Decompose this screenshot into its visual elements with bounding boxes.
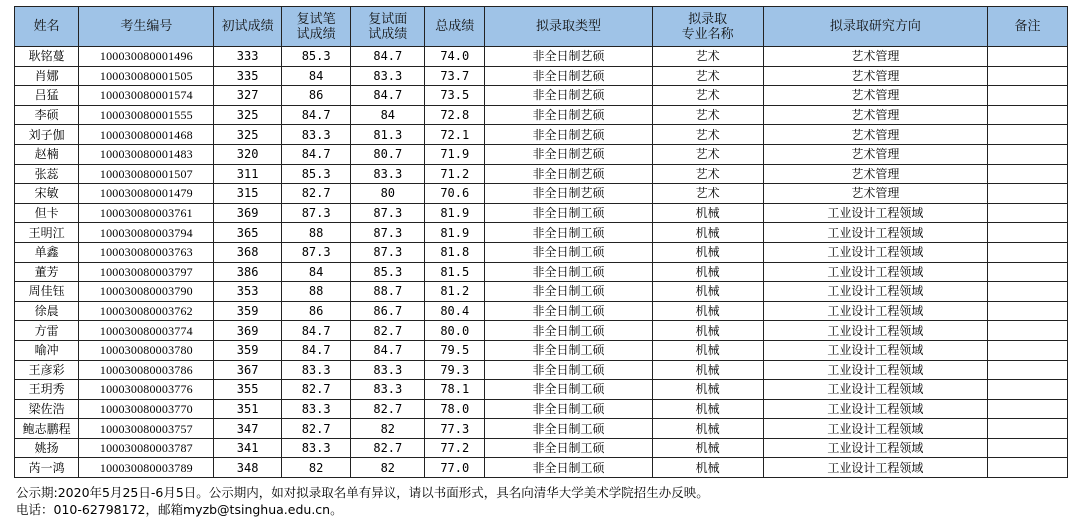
cell-major: 艺术 — [652, 86, 763, 106]
cell-initial-score: 347 — [214, 419, 282, 439]
cell-initial-score: 348 — [214, 458, 282, 478]
cell-initial-score: 341 — [214, 438, 282, 458]
cell-major: 机械 — [652, 203, 763, 223]
cell-candidate-id: 100030080001496 — [79, 47, 214, 67]
table-row — [15, 458, 1068, 478]
cell-major: 机械 — [652, 282, 763, 302]
cell-remarks — [987, 184, 1067, 204]
cell-name: 赵楠 — [15, 144, 79, 164]
cell-total-score: 71.9 — [425, 144, 485, 164]
cell-name: 吕猛 — [15, 86, 79, 106]
cell-initial-score: 355 — [214, 380, 282, 400]
cell-research-direction: 艺术管理 — [763, 164, 987, 184]
cell-written-score: 82 — [281, 458, 351, 478]
cell-name: 徐晨 — [15, 301, 79, 321]
cell-written-score: 84 — [281, 262, 351, 282]
cell-candidate-id: 100030080003757 — [79, 419, 214, 439]
cell-candidate-id: 100030080003763 — [79, 242, 214, 262]
cell-written-score: 84.7 — [281, 105, 351, 125]
cell-remarks — [987, 301, 1067, 321]
header-row — [15, 7, 1068, 47]
cell-name: 刘子伽 — [15, 125, 79, 145]
cell-initial-score: 335 — [214, 66, 282, 86]
cell-candidate-id: 100030080003774 — [79, 321, 214, 341]
table-row — [15, 66, 1068, 86]
table-row — [15, 203, 1068, 223]
cell-interview-score: 83.3 — [351, 380, 425, 400]
table-row — [15, 262, 1068, 282]
cell-name: 张蕊 — [15, 164, 79, 184]
cell-research-direction: 艺术管理 — [763, 66, 987, 86]
cell-total-score: 77.2 — [425, 438, 485, 458]
notice-period-line: 公示期:2020年5月25日-6月5日。公示期内，如对拟录取名单有异议，请以书面形式，具名向清华大学美术学院招生办反映。 — [16, 485, 709, 500]
cell-initial-score: 359 — [214, 301, 282, 321]
cell-remarks — [987, 262, 1067, 282]
cell-major: 机械 — [652, 340, 763, 360]
cell-initial-score: 367 — [214, 360, 282, 380]
cell-candidate-id: 100030080001483 — [79, 144, 214, 164]
cell-remarks — [987, 86, 1067, 106]
cell-written-score: 83.3 — [281, 125, 351, 145]
cell-interview-score: 82.7 — [351, 438, 425, 458]
cell-interview-score: 87.3 — [351, 242, 425, 262]
table-row — [15, 399, 1068, 419]
cell-initial-score: 359 — [214, 340, 282, 360]
cell-name: 方雷 — [15, 321, 79, 341]
cell-candidate-id: 100030080003787 — [79, 438, 214, 458]
cell-interview-score: 81.3 — [351, 125, 425, 145]
table-row — [15, 144, 1068, 164]
table-row — [15, 301, 1068, 321]
cell-name: 但卡 — [15, 203, 79, 223]
cell-name: 芮一鸿 — [15, 458, 79, 478]
cell-written-score: 84.7 — [281, 321, 351, 341]
cell-research-direction: 艺术管理 — [763, 105, 987, 125]
cell-research-direction: 工业设计工程领域 — [763, 438, 987, 458]
cell-initial-score: 327 — [214, 86, 282, 106]
cell-name: 喻冲 — [15, 340, 79, 360]
cell-name: 梁佐浩 — [15, 399, 79, 419]
cell-total-score: 73.7 — [425, 66, 485, 86]
cell-admission-type: 非全日制艺硕 — [485, 164, 652, 184]
cell-name: 肖娜 — [15, 66, 79, 86]
cell-total-score: 81.9 — [425, 203, 485, 223]
cell-remarks — [987, 419, 1067, 439]
cell-remarks — [987, 282, 1067, 302]
header-research-direction: 拟录取研究方向 — [763, 7, 987, 47]
cell-candidate-id: 100030080003776 — [79, 380, 214, 400]
cell-remarks — [987, 340, 1067, 360]
cell-research-direction: 工业设计工程领域 — [763, 203, 987, 223]
cell-major: 机械 — [652, 419, 763, 439]
cell-initial-score: 369 — [214, 321, 282, 341]
cell-candidate-id: 100030080003790 — [79, 282, 214, 302]
notice-text — [16, 484, 709, 518]
cell-written-score: 84 — [281, 66, 351, 86]
cell-candidate-id: 100030080003770 — [79, 399, 214, 419]
cell-written-score: 84.7 — [281, 144, 351, 164]
cell-candidate-id: 100030080001505 — [79, 66, 214, 86]
cell-admission-type: 非全日制工硕 — [485, 438, 652, 458]
cell-interview-score: 86.7 — [351, 301, 425, 321]
cell-research-direction: 艺术管理 — [763, 125, 987, 145]
cell-name: 王玥秀 — [15, 380, 79, 400]
table-row — [15, 419, 1068, 439]
cell-written-score: 82.7 — [281, 419, 351, 439]
cell-name: 李硕 — [15, 105, 79, 125]
cell-initial-score: 315 — [214, 184, 282, 204]
cell-research-direction: 艺术管理 — [763, 144, 987, 164]
cell-research-direction: 工业设计工程领域 — [763, 301, 987, 321]
cell-remarks — [987, 223, 1067, 243]
table-body — [15, 47, 1068, 478]
notice-contact-line: 电话：010-62798172，邮箱myzb@tsinghua.edu.cn。 — [16, 502, 343, 517]
cell-written-score: 86 — [281, 86, 351, 106]
cell-written-score: 84.7 — [281, 340, 351, 360]
table-row — [15, 125, 1068, 145]
cell-research-direction: 艺术管理 — [763, 47, 987, 67]
cell-major: 机械 — [652, 380, 763, 400]
cell-written-score: 85.3 — [281, 164, 351, 184]
cell-candidate-id: 100030080003786 — [79, 360, 214, 380]
cell-major: 机械 — [652, 321, 763, 341]
cell-interview-score: 88.7 — [351, 282, 425, 302]
header-name: 姓名 — [15, 7, 79, 47]
header-initial-score: 初试成绩 — [214, 7, 282, 47]
cell-candidate-id: 100030080003794 — [79, 223, 214, 243]
cell-initial-score: 333 — [214, 47, 282, 67]
cell-major: 机械 — [652, 223, 763, 243]
cell-candidate-id: 100030080003780 — [79, 340, 214, 360]
cell-total-score: 80.4 — [425, 301, 485, 321]
cell-remarks — [987, 458, 1067, 478]
cell-name: 宋敏 — [15, 184, 79, 204]
cell-major: 艺术 — [652, 47, 763, 67]
cell-written-score: 83.3 — [281, 360, 351, 380]
cell-total-score: 81.2 — [425, 282, 485, 302]
cell-interview-score: 82 — [351, 458, 425, 478]
cell-admission-type: 非全日制工硕 — [485, 419, 652, 439]
table-row — [15, 360, 1068, 380]
cell-written-score: 88 — [281, 223, 351, 243]
cell-major: 机械 — [652, 301, 763, 321]
table-row — [15, 223, 1068, 243]
cell-total-score: 78.1 — [425, 380, 485, 400]
cell-written-score: 82.7 — [281, 184, 351, 204]
table-row — [15, 164, 1068, 184]
cell-interview-score: 85.3 — [351, 262, 425, 282]
cell-name: 王明江 — [15, 223, 79, 243]
table-row — [15, 380, 1068, 400]
cell-major: 艺术 — [652, 125, 763, 145]
cell-major: 机械 — [652, 458, 763, 478]
cell-research-direction: 工业设计工程领域 — [763, 282, 987, 302]
cell-research-direction: 艺术管理 — [763, 86, 987, 106]
cell-remarks — [987, 242, 1067, 262]
cell-remarks — [987, 203, 1067, 223]
cell-initial-score: 351 — [214, 399, 282, 419]
cell-total-score: 79.5 — [425, 340, 485, 360]
cell-research-direction: 工业设计工程领域 — [763, 242, 987, 262]
cell-interview-score: 87.3 — [351, 203, 425, 223]
header-remarks: 备注 — [987, 7, 1067, 47]
cell-remarks — [987, 321, 1067, 341]
cell-research-direction: 工业设计工程领域 — [763, 340, 987, 360]
header-written-retest-score: 复试笔 试成绩 — [281, 7, 351, 47]
cell-initial-score: 325 — [214, 125, 282, 145]
cell-interview-score: 82 — [351, 419, 425, 439]
cell-initial-score: 365 — [214, 223, 282, 243]
cell-research-direction: 工业设计工程领域 — [763, 223, 987, 243]
header-admission-type: 拟录取类型 — [485, 7, 652, 47]
cell-candidate-id: 100030080003789 — [79, 458, 214, 478]
cell-total-score: 74.0 — [425, 47, 485, 67]
header-candidate-id: 考生编号 — [79, 7, 214, 47]
cell-remarks — [987, 380, 1067, 400]
table-row — [15, 184, 1068, 204]
cell-interview-score: 84.7 — [351, 340, 425, 360]
cell-written-score: 86 — [281, 301, 351, 321]
cell-total-score: 73.5 — [425, 86, 485, 106]
cell-name: 姚扬 — [15, 438, 79, 458]
cell-research-direction: 工业设计工程领域 — [763, 458, 987, 478]
cell-remarks — [987, 399, 1067, 419]
cell-interview-score: 83.3 — [351, 360, 425, 380]
header-major: 拟录取 专业名称 — [652, 7, 763, 47]
cell-name: 耿铭蔓 — [15, 47, 79, 67]
cell-research-direction: 工业设计工程领域 — [763, 419, 987, 439]
cell-research-direction: 工业设计工程领域 — [763, 380, 987, 400]
cell-major: 机械 — [652, 360, 763, 380]
cell-total-score: 72.1 — [425, 125, 485, 145]
cell-interview-score: 82.7 — [351, 399, 425, 419]
cell-admission-type: 非全日制工硕 — [485, 262, 652, 282]
table-row — [15, 47, 1068, 67]
cell-admission-type: 非全日制工硕 — [485, 321, 652, 341]
cell-candidate-id: 100030080001479 — [79, 184, 214, 204]
cell-total-score: 81.8 — [425, 242, 485, 262]
cell-admission-type: 非全日制艺硕 — [485, 66, 652, 86]
cell-total-score: 72.8 — [425, 105, 485, 125]
cell-admission-type: 非全日制艺硕 — [485, 184, 652, 204]
cell-total-score: 81.5 — [425, 262, 485, 282]
table-row — [15, 105, 1068, 125]
cell-candidate-id: 100030080001507 — [79, 164, 214, 184]
cell-admission-type: 非全日制工硕 — [485, 282, 652, 302]
cell-total-score: 78.0 — [425, 399, 485, 419]
cell-initial-score: 320 — [214, 144, 282, 164]
cell-written-score: 88 — [281, 282, 351, 302]
table-row — [15, 340, 1068, 360]
cell-interview-score: 87.3 — [351, 223, 425, 243]
cell-initial-score: 386 — [214, 262, 282, 282]
cell-major: 机械 — [652, 399, 763, 419]
cell-total-score: 70.6 — [425, 184, 485, 204]
cell-admission-type: 非全日制工硕 — [485, 458, 652, 478]
table-row — [15, 282, 1068, 302]
cell-written-score: 87.3 — [281, 242, 351, 262]
cell-remarks — [987, 125, 1067, 145]
cell-interview-score: 83.3 — [351, 164, 425, 184]
cell-major: 艺术 — [652, 66, 763, 86]
cell-major: 艺术 — [652, 164, 763, 184]
cell-interview-score: 84.7 — [351, 86, 425, 106]
cell-remarks — [987, 105, 1067, 125]
cell-admission-type: 非全日制工硕 — [485, 223, 652, 243]
cell-admission-type: 非全日制工硕 — [485, 380, 652, 400]
cell-written-score: 87.3 — [281, 203, 351, 223]
cell-interview-score: 84.7 — [351, 47, 425, 67]
cell-written-score: 82.7 — [281, 380, 351, 400]
cell-admission-type: 非全日制艺硕 — [485, 105, 652, 125]
cell-admission-type: 非全日制工硕 — [485, 242, 652, 262]
cell-admission-type: 非全日制工硕 — [485, 301, 652, 321]
header-interview-score: 复试面 试成绩 — [351, 7, 425, 47]
cell-written-score: 83.3 — [281, 438, 351, 458]
cell-initial-score: 353 — [214, 282, 282, 302]
cell-total-score: 81.9 — [425, 223, 485, 243]
cell-admission-type: 非全日制艺硕 — [485, 144, 652, 164]
cell-candidate-id: 100030080003797 — [79, 262, 214, 282]
cell-admission-type: 非全日制艺硕 — [485, 47, 652, 67]
cell-written-score: 85.3 — [281, 47, 351, 67]
cell-total-score: 71.2 — [425, 164, 485, 184]
cell-remarks — [987, 47, 1067, 67]
cell-interview-score: 84 — [351, 105, 425, 125]
cell-total-score: 79.3 — [425, 360, 485, 380]
cell-major: 机械 — [652, 438, 763, 458]
cell-candidate-id: 100030080003762 — [79, 301, 214, 321]
cell-name: 王彦彩 — [15, 360, 79, 380]
table-row — [15, 438, 1068, 458]
cell-research-direction: 工业设计工程领域 — [763, 360, 987, 380]
cell-major: 机械 — [652, 242, 763, 262]
cell-major: 艺术 — [652, 144, 763, 164]
cell-candidate-id: 100030080001574 — [79, 86, 214, 106]
cell-initial-score: 311 — [214, 164, 282, 184]
cell-candidate-id: 100030080001555 — [79, 105, 214, 125]
cell-remarks — [987, 144, 1067, 164]
cell-research-direction: 工业设计工程领域 — [763, 399, 987, 419]
cell-name: 鲍志鹏程 — [15, 419, 79, 439]
header-total-score: 总成绩 — [425, 7, 485, 47]
cell-written-score: 83.3 — [281, 399, 351, 419]
cell-admission-type: 非全日制艺硕 — [485, 86, 652, 106]
cell-candidate-id: 100030080001468 — [79, 125, 214, 145]
cell-name: 董芳 — [15, 262, 79, 282]
cell-major: 艺术 — [652, 184, 763, 204]
cell-major: 艺术 — [652, 105, 763, 125]
cell-name: 周佳钰 — [15, 282, 79, 302]
table-row — [15, 86, 1068, 106]
table-row — [15, 321, 1068, 341]
cell-admission-type: 非全日制工硕 — [485, 360, 652, 380]
cell-research-direction: 工业设计工程领域 — [763, 262, 987, 282]
admission-table — [14, 6, 1068, 478]
cell-major: 机械 — [652, 262, 763, 282]
cell-total-score: 77.0 — [425, 458, 485, 478]
cell-admission-type: 非全日制工硕 — [485, 399, 652, 419]
cell-initial-score: 369 — [214, 203, 282, 223]
cell-remarks — [987, 66, 1067, 86]
cell-total-score: 80.0 — [425, 321, 485, 341]
cell-remarks — [987, 438, 1067, 458]
cell-research-direction: 工业设计工程领域 — [763, 321, 987, 341]
cell-interview-score: 80 — [351, 184, 425, 204]
cell-initial-score: 325 — [214, 105, 282, 125]
cell-admission-type: 非全日制工硕 — [485, 203, 652, 223]
cell-admission-type: 非全日制艺硕 — [485, 125, 652, 145]
cell-admission-type: 非全日制工硕 — [485, 340, 652, 360]
cell-candidate-id: 100030080003761 — [79, 203, 214, 223]
cell-remarks — [987, 164, 1067, 184]
cell-research-direction: 艺术管理 — [763, 184, 987, 204]
cell-interview-score: 82.7 — [351, 321, 425, 341]
cell-total-score: 77.3 — [425, 419, 485, 439]
cell-name: 单鑫 — [15, 242, 79, 262]
table-row — [15, 242, 1068, 262]
cell-interview-score: 83.3 — [351, 66, 425, 86]
cell-remarks — [987, 360, 1067, 380]
cell-initial-score: 368 — [214, 242, 282, 262]
cell-interview-score: 80.7 — [351, 144, 425, 164]
